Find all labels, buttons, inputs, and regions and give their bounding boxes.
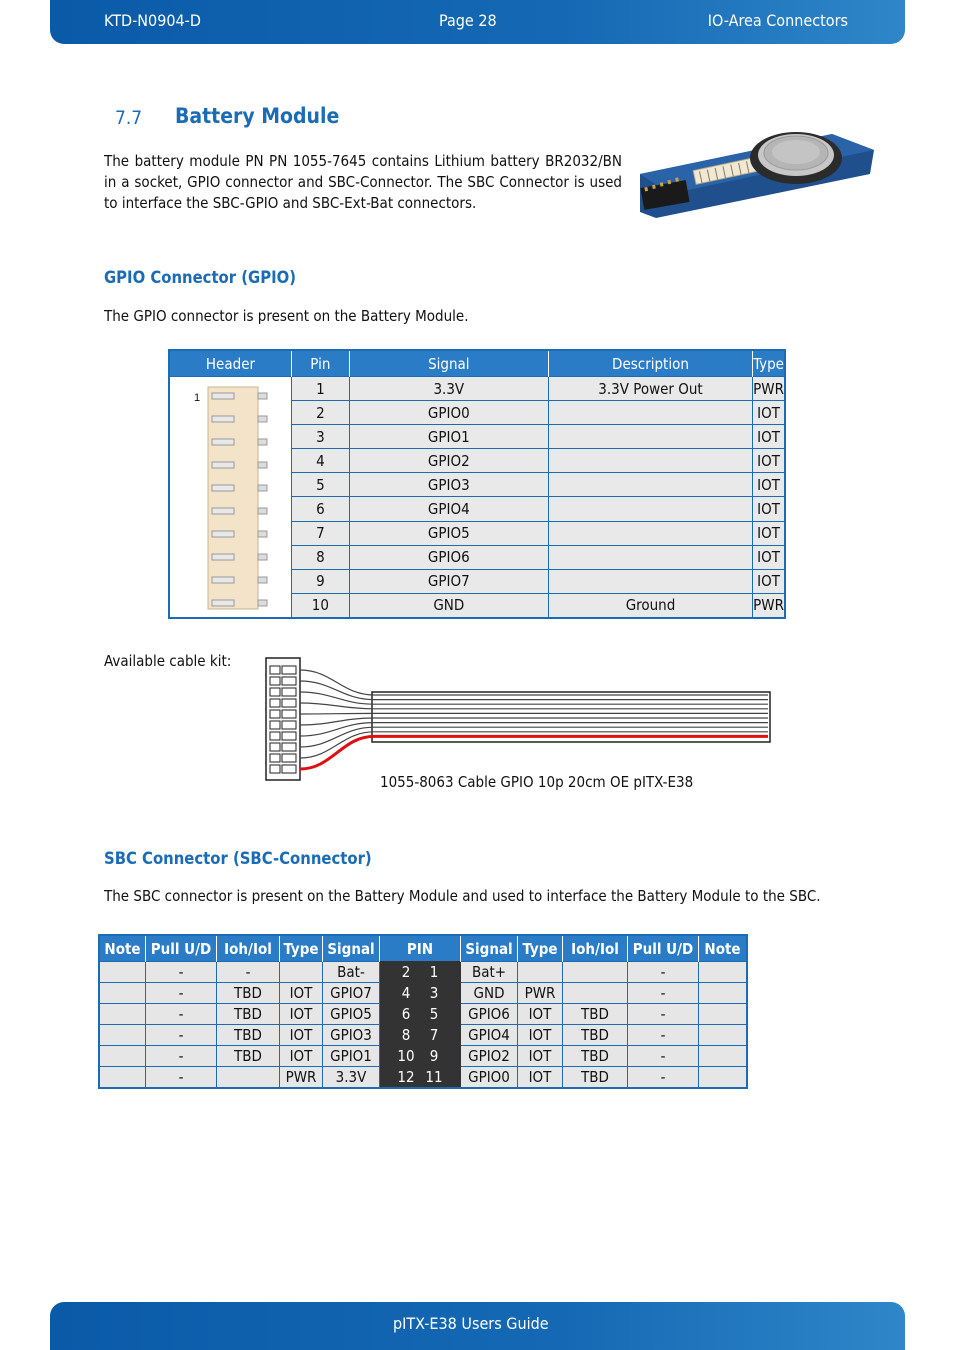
pin-cell: 9: [291, 569, 349, 593]
table-row: [169, 377, 785, 401]
description-cell: [548, 449, 752, 473]
signal-cell: GPIO6: [349, 545, 548, 569]
type-cell: IOT: [518, 1025, 563, 1046]
table-header-row: [99, 935, 747, 962]
type-cell: IOT: [753, 521, 785, 545]
column-header: Header: [169, 350, 291, 377]
description-cell: [548, 497, 752, 521]
pull-cell: -: [628, 1046, 699, 1067]
type-cell: [518, 962, 563, 983]
table-header-row: [169, 350, 785, 377]
pin-cell: 5: [291, 473, 349, 497]
column-header: Type: [280, 935, 323, 962]
description-cell: Ground: [548, 593, 752, 618]
pin-number: 4: [401, 984, 411, 1002]
doc-id: KTD-N0904-D: [104, 11, 201, 30]
ioh-cell: TBD: [563, 1046, 628, 1067]
connector-header-drawing: [170, 377, 288, 617]
description-cell: [548, 401, 752, 425]
pin-pair-cell: [380, 983, 461, 1004]
pin-number: 9: [429, 1047, 439, 1065]
pull-cell: -: [628, 962, 699, 983]
note-cell: [99, 1046, 146, 1067]
pull-cell: -: [146, 983, 217, 1004]
pull-cell: -: [628, 1025, 699, 1046]
type-cell: IOT: [280, 1025, 323, 1046]
pin-number: 7: [429, 1026, 439, 1044]
signal-cell: 3.3V: [349, 377, 548, 401]
ioh-cell: TBD: [563, 1025, 628, 1046]
note-cell: [99, 983, 146, 1004]
signal-cell: Bat-: [323, 962, 380, 983]
pin-pair-cell: [380, 1025, 461, 1046]
column-header: Type: [753, 350, 785, 377]
signal-cell: GND: [461, 983, 518, 1004]
note-cell: [699, 1046, 748, 1067]
signal-cell: GPIO4: [349, 497, 548, 521]
pull-cell: -: [628, 1004, 699, 1025]
pin-one-marker: 1: [194, 392, 201, 404]
pin-cell: 3: [291, 425, 349, 449]
signal-cell: GPIO3: [349, 473, 548, 497]
pull-cell: -: [146, 962, 217, 983]
table-row: [99, 1004, 747, 1025]
page-footer: [50, 1302, 905, 1350]
pin-number: 11: [425, 1068, 443, 1086]
pin-number: 8: [401, 1026, 411, 1044]
footer-title: pITX-E38 Users Guide: [393, 1314, 549, 1333]
header-connector-cell: [169, 377, 291, 619]
pin-cell: 8: [291, 545, 349, 569]
type-cell: PWR: [518, 983, 563, 1004]
gpio-description: The GPIO connector is present on the Battery Module.: [104, 307, 469, 325]
signal-cell: GPIO5: [349, 521, 548, 545]
pin-number: 2: [401, 963, 411, 981]
type-cell: IOT: [753, 545, 785, 569]
table-row: [99, 983, 747, 1004]
note-cell: [699, 962, 748, 983]
signal-cell: GPIO1: [349, 425, 548, 449]
pin-cell: 4: [291, 449, 349, 473]
signal-cell: GPIO2: [349, 449, 548, 473]
pin-cell: 7: [291, 521, 349, 545]
cable-caption: 1055-8063 Cable GPIO 10p 20cm OE pITX-E38: [380, 773, 694, 791]
page-number: Page 28: [439, 11, 497, 30]
page-header: [50, 0, 905, 44]
type-cell: IOT: [280, 1004, 323, 1025]
ioh-cell: -: [217, 962, 280, 983]
pull-cell: -: [628, 1067, 699, 1089]
type-cell: IOT: [753, 449, 785, 473]
chapter-title: IO-Area Connectors: [707, 11, 848, 30]
column-header: Ioh/Iol: [217, 935, 280, 962]
column-header: Type: [518, 935, 563, 962]
column-header: Description: [548, 350, 752, 377]
description-cell: [548, 521, 752, 545]
pull-cell: -: [146, 1067, 217, 1089]
note-cell: [699, 1067, 748, 1089]
table-row: [99, 1067, 747, 1089]
pull-cell: -: [628, 983, 699, 1004]
note-cell: [99, 962, 146, 983]
cable-kit-label: Available cable kit:: [104, 652, 232, 670]
signal-cell: GPIO3: [323, 1025, 380, 1046]
signal-cell: GPIO0: [461, 1067, 518, 1089]
signal-cell: 3.3V: [323, 1067, 380, 1089]
pin-number: 1: [429, 963, 439, 981]
ioh-cell: TBD: [563, 1004, 628, 1025]
type-cell: IOT: [280, 983, 323, 1004]
pin-pair-cell: [380, 1067, 461, 1089]
signal-cell: GND: [349, 593, 548, 618]
signal-cell: GPIO6: [461, 1004, 518, 1025]
signal-cell: GPIO2: [461, 1046, 518, 1067]
sbc-description: The SBC connector is present on the Battery Module and used to interface the Battery Module to the SBC.: [104, 887, 821, 905]
gpio-pinout-table: [168, 349, 786, 619]
intro-paragraph: The battery module PN PN 1055-7645 contains Lithium battery BR2032/BN in a socket, GPIO connector and SBC-Connector. The SBC Connector is used to interface the SBC-GPIO and SBC-Ext-Bat connectors.: [104, 152, 622, 212]
column-header: Pull U/D: [628, 935, 699, 962]
type-cell: IOT: [518, 1067, 563, 1089]
pin-pair-cell: [380, 1046, 461, 1067]
column-header: Signal: [349, 350, 548, 377]
column-header: Pull U/D: [146, 935, 217, 962]
table-row: [99, 1025, 747, 1046]
ioh-cell: [563, 962, 628, 983]
table-row: [99, 962, 747, 983]
description-cell: [548, 569, 752, 593]
sbc-heading: SBC Connector (SBC-Connector): [104, 849, 372, 868]
column-header: Note: [99, 935, 146, 962]
note-cell: [699, 983, 748, 1004]
ioh-cell: TBD: [217, 1046, 280, 1067]
type-cell: PWR: [753, 593, 785, 618]
type-cell: [280, 962, 323, 983]
type-cell: IOT: [518, 1004, 563, 1025]
pin-number: 12: [397, 1068, 415, 1086]
pin-pair-cell: [380, 1004, 461, 1025]
column-header: Signal: [461, 935, 518, 962]
description-cell: [548, 545, 752, 569]
signal-cell: Bat+: [461, 962, 518, 983]
signal-cell: GPIO7: [323, 983, 380, 1004]
type-cell: IOT: [280, 1046, 323, 1067]
pin-pair-cell: [380, 962, 461, 983]
note-cell: [99, 1025, 146, 1046]
type-cell: IOT: [753, 401, 785, 425]
signal-cell: GPIO4: [461, 1025, 518, 1046]
ioh-cell: TBD: [217, 983, 280, 1004]
column-header: Signal: [323, 935, 380, 962]
section-number: 7.7: [115, 107, 143, 129]
signal-cell: GPIO0: [349, 401, 548, 425]
column-header: PIN: [380, 935, 461, 962]
pull-cell: -: [146, 1004, 217, 1025]
gpio-heading: GPIO Connector (GPIO): [104, 268, 297, 287]
type-cell: IOT: [753, 497, 785, 521]
pin-cell: 10: [291, 593, 349, 618]
type-cell: PWR: [753, 377, 785, 401]
section-title: Battery Module: [175, 104, 340, 128]
battery-module-image: [636, 128, 878, 222]
ioh-cell: TBD: [217, 1025, 280, 1046]
sbc-pinout-table: [98, 934, 748, 1089]
column-header: Pin: [291, 350, 349, 377]
ioh-cell: TBD: [563, 1067, 628, 1089]
note-cell: [699, 1025, 748, 1046]
ioh-cell: [217, 1067, 280, 1089]
gpio-cable-image: [262, 652, 774, 784]
signal-cell: GPIO5: [323, 1004, 380, 1025]
note-cell: [99, 1067, 146, 1089]
column-header: Ioh/Iol: [563, 935, 628, 962]
table-row: [99, 1046, 747, 1067]
type-cell: IOT: [753, 473, 785, 497]
type-cell: PWR: [280, 1067, 323, 1089]
pull-cell: -: [146, 1046, 217, 1067]
pin-number: 3: [429, 984, 439, 1002]
pin-cell: 2: [291, 401, 349, 425]
signal-cell: GPIO1: [323, 1046, 380, 1067]
type-cell: IOT: [753, 569, 785, 593]
pin-number: 10: [397, 1047, 415, 1065]
ioh-cell: [563, 983, 628, 1004]
description-cell: [548, 425, 752, 449]
description-cell: 3.3V Power Out: [548, 377, 752, 401]
ioh-cell: TBD: [217, 1004, 280, 1025]
pin-cell: 1: [291, 377, 349, 401]
type-cell: IOT: [518, 1046, 563, 1067]
signal-cell: GPIO7: [349, 569, 548, 593]
note-cell: [699, 1004, 748, 1025]
type-cell: IOT: [753, 425, 785, 449]
description-cell: [548, 473, 752, 497]
note-cell: [99, 1004, 146, 1025]
pin-cell: 6: [291, 497, 349, 521]
column-header: Note: [699, 935, 748, 962]
pull-cell: -: [146, 1025, 217, 1046]
pin-number: 6: [401, 1005, 411, 1023]
pin-number: 5: [429, 1005, 439, 1023]
